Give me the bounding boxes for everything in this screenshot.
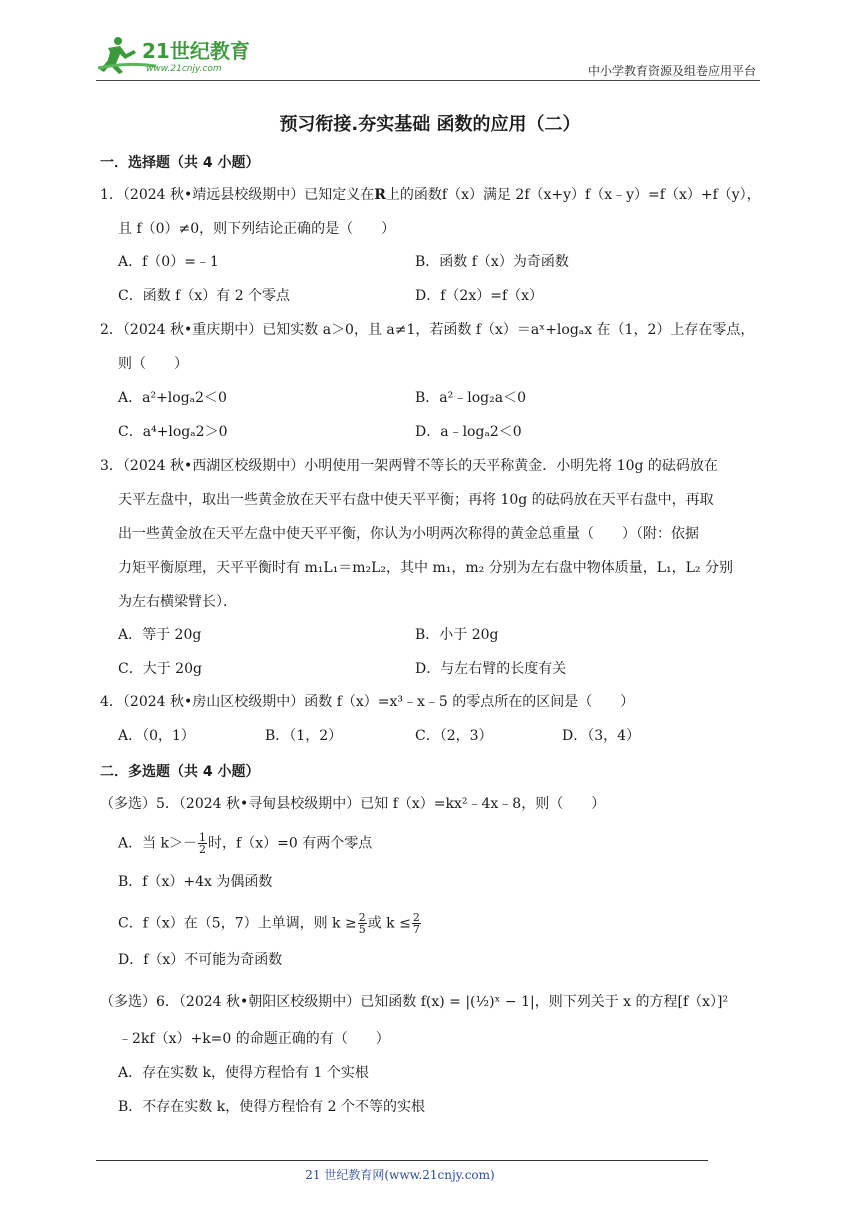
q5-a-fraction [198,832,207,855]
section-heading-multi-choice: 二．多选题（共 4 小题） [100,764,260,780]
q1-text-a: 1．（2024 秋•靖远县校级期中）已知定义在 [100,187,375,203]
q3-option-c: C．大于 20g [118,661,202,677]
q5-a-post: 时，f（x）=0 有两个零点 [208,835,373,852]
q6-option-b: B．不存在实数 k，使得方程恰有 2 个不等的实根 [118,1099,426,1115]
q1-option-a: A．f（0）=﹣1 [118,254,219,270]
q5-option-d: D．f（x）不可能为奇函数 [118,952,283,968]
q1-option-c: C．函数 f（x）有 2 个零点 [118,288,291,304]
q3-option-b: B．小于 20g [415,627,499,643]
question-3-line-5: 为左右横梁臂长）． [118,594,237,610]
q5-c-fraction-2 [412,912,421,935]
logo-21cnjy [96,34,266,76]
q2-option-c: C．a⁴+logₐ2＞0 [118,424,228,440]
q5-a-pre: A．当 k＞－ [118,835,198,852]
footer-divider [96,1160,708,1161]
question-1-line-2: 且 f（0）≠0，则下列结论正确的是（ ） [118,221,396,237]
q6-option-a: A．存在实数 k，使得方程恰有 1 个实根 [118,1065,369,1081]
question-2: 2．（2024 秋•重庆期中）已知实数 a＞0，且 a≠1，若函数 f（x）＝aˣ+logₐx 在（1，2）上存在零点， [100,322,755,338]
q5-c-fraction-1 [358,912,367,935]
q3-option-a: A．等于 20g [118,627,202,643]
question-3-line-2: 天平左盘中，取出一些黄金放在天平右盘中使天平平衡；再将 10g 的砝码放在天平右盘中，再取 [118,492,714,508]
q5-c-mid: 或 k ≤ [367,915,411,932]
q2-option-a: A．a²+logₐ2＜0 [118,390,227,406]
q5-c-pre: C．f（x）在（5，7）上单调，则 k ≥ [118,915,357,932]
q2-option-d: D．a﹣logₐ2＜0 [415,424,522,440]
question-6-line-2: ﹣2kf（x）+k=0 的命题正确的有（ ） [118,1031,390,1047]
question-2-line-2: 则（ ） [118,356,188,372]
question-6: （多选）6．（2024 秋•朝阳区校级期中）已知函数 f(x) = |(½)ˣ − 1|，则下列关于 x 的方程[f（x）]² [100,994,729,1010]
q4-option-b: B．（1，2） [265,728,343,744]
footer-link[interactable]: 21 世纪教育网(www.21cnjy.com) [305,1168,495,1182]
q4-option-c: C．（2，3） [415,728,493,744]
q1-text-c: 上的函数 [385,187,442,203]
question-3-line-4: 力矩平衡原理，天平平衡时有 m₁L₁＝m₂L₂，其中 m₁，m₂ 分别为左右盘中物体质量，L₁，L₂ 分别 [118,560,733,576]
q1-text-b: R [374,187,386,203]
q5-option-b: B．f（x）+4x 为偶函数 [118,874,273,890]
header-divider [96,80,760,81]
q5-c-num-2: 2 [412,911,420,924]
question-3: 3．（2024 秋•西湖区校级期中）小明使用一架两臂不等长的天平称黄金．小明先将 10g 的砝码放在 [100,458,718,474]
question-1 [100,186,761,204]
q5-a-num: 1 [199,831,207,844]
q4-option-a: A．（0，1） [118,728,195,744]
q2-option-b: B．a²﹣log₂a＜0 [415,390,526,406]
logo-main-text: 21世纪教育 [142,39,250,63]
q5-option-c [118,912,422,935]
q1-option-d: D．f（2x）=f（x） [415,288,544,304]
q5-a-den: 2 [199,843,207,856]
q5-c-num-1: 2 [358,911,366,924]
header-platform-name: 中小学教育资源及组卷应用平台 [587,64,756,78]
logo-url-text: www.21cnjy.com [146,64,222,74]
question-3-line-3: 出一些黄金放在天平左盘中使天平平衡，你认为小明两次称得的黄金总重量（ ）（附：依据 [118,526,699,542]
question-4: 4．（2024 秋•房山区校级期中）函数 f（x）=x³﹣x﹣5 的零点所在的区间是（ ） [100,694,635,710]
page-header [96,34,760,80]
q4-option-d: D．（3，4） [562,728,641,744]
section-heading-single-choice: 一．选择题（共 4 小题） [100,155,260,171]
q1-text-d: f（x）满足 2f（x+y）f（x﹣y）=f（x）+f（y）， [441,187,761,203]
page-title: 预习衔接.夯实基础 函数的应用（二） [279,114,581,135]
q3-option-d: D．与左右臂的长度有关 [415,661,567,677]
q1-option-b: B．函数 f（x）为奇函数 [415,254,569,270]
q5-option-a [118,832,372,855]
question-5: （多选）5．（2024 秋•寻甸县校级期中）已知 f（x）=kx²﹣4x﹣8，则（ ） [100,796,606,812]
q5-c-den-2: 7 [412,923,420,936]
q5-c-den-1: 5 [358,923,366,936]
